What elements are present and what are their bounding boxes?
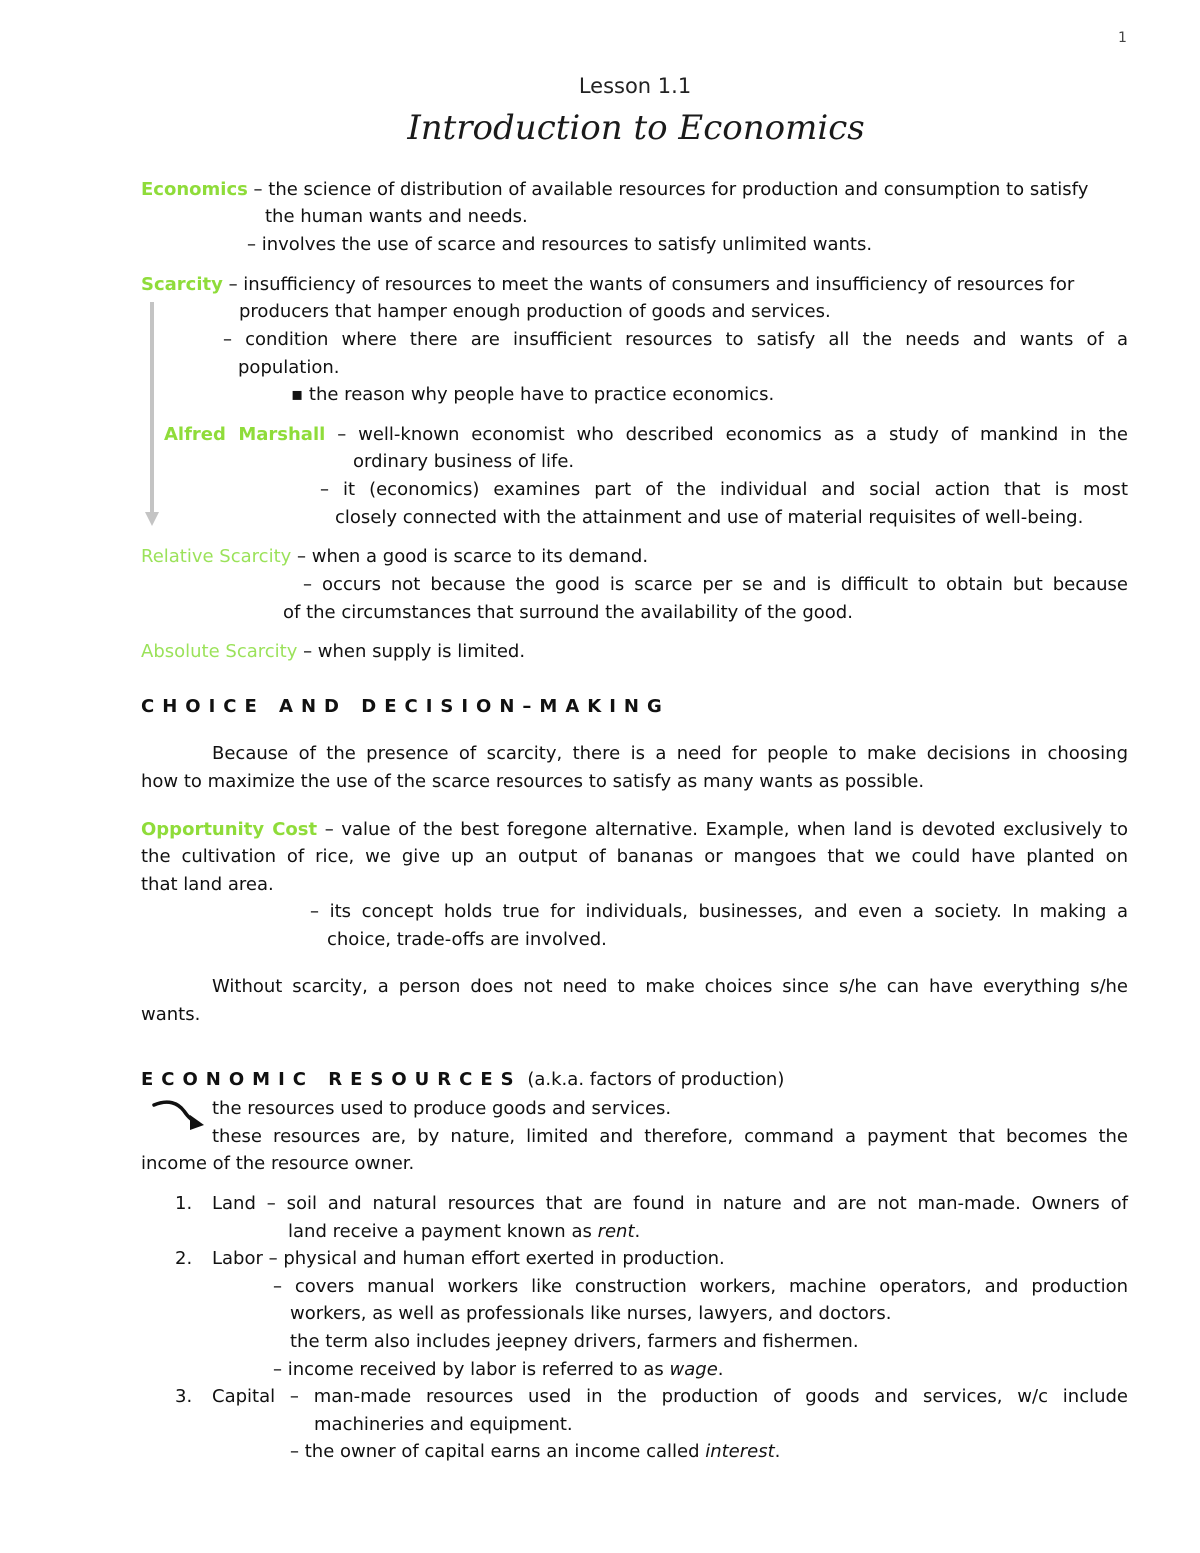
marshall-term: Alfred Marshall [164,424,326,445]
list-number-1: 1. [175,1193,193,1214]
relative-line-2: – occurs not because the good is scarce per se and is difficult to obtain but because [303,574,1128,595]
land-line-1: Land – soil and natural resources that are found in nature and are not man-made. Owners of [212,1193,1128,1214]
labor-wage-term: wage [669,1359,718,1380]
opportunity-line-2: the cultivation of rice, we give up an output of bananas or mangoes that we could have planted on [141,846,1128,867]
marshall-line-3: – it (economics) examines part of the individual and social action that is most [320,479,1128,500]
economics-line-1: – the science of distribution of available resources for production and consumption to satisfy [247,179,1089,200]
resources-line-1: the resources used to produce goods and services. [212,1098,672,1119]
without-scarcity-line-1: Without scarcity, a person does not need to make choices since s/he can have everything s/he [212,976,1128,997]
opportunity-line-3: that land area. [141,874,274,895]
land-rent-term: rent [597,1221,635,1242]
labor-line-5 [273,1358,724,1382]
marshall-line-1: – well-known economist who described economics as a study of mankind in the [325,424,1128,445]
absolute-scarcity-definition [141,640,525,664]
labor-line-5-text: – income received by labor is referred to as [273,1359,670,1380]
list-number-3: 3. [175,1386,193,1407]
relative-line-3: of the circumstances that surround the availability of the good. [283,602,853,623]
lesson-label: Lesson 1.1 [578,74,692,98]
marshall-definition [164,423,1128,447]
page-number: 1 [1118,30,1127,46]
scarcity-line-1: – insufficiency of resources to meet the wants of consumers and insufficiency of resources for [222,274,1075,295]
absolute-line-1: – when supply is limited. [297,641,526,662]
page-title: Introduction to Economics [407,108,865,148]
labor-line-1: Labor – physical and human effort exerted in production. [212,1248,725,1269]
down-arrow-icon [142,298,162,530]
labor-line-2: – covers manual workers like construction workers, machine operators, and production [273,1276,1128,1297]
absolute-scarcity-term: Absolute Scarcity [141,641,298,662]
resources-line-3: income of the resource owner. [141,1153,415,1174]
opportunity-cost-definition [141,818,1128,842]
capital-line-3 [290,1440,780,1464]
marshall-line-4: closely connected with the attainment and use of material requisites of well-being. [335,507,1084,528]
capital-line-2: machineries and equipment. [314,1414,573,1435]
labor-line-4: the term also includes jeepney drivers, farmers and fishermen. [290,1331,859,1352]
relative-scarcity-definition [141,545,648,569]
land-line-2 [288,1220,640,1244]
opportunity-line-1: – value of the best foregone alternative. Example, when land is devoted exclusively to [317,819,1128,840]
scarcity-term: Scarcity [141,274,223,295]
land-line-2-end: . [634,1221,641,1242]
economics-definition [141,178,1088,202]
labor-line-3: workers, as well as professionals like nurses, lawyers, and doctors. [290,1303,892,1324]
curved-arrow-icon [150,1097,208,1133]
scarcity-line-4: population. [238,357,340,378]
opportunity-cost-term: Opportunity Cost [141,819,318,840]
scarcity-definition [141,273,1074,297]
capital-interest-term: interest [705,1441,775,1462]
relative-line-1: – when a good is scarce to its demand. [291,546,649,567]
capital-line-1: Capital – man-made resources used in the production of goods and services, w/c include [212,1386,1128,1407]
without-scarcity-line-2: wants. [141,1004,201,1025]
scarcity-line-2: producers that hamper enough production of goods and services. [239,301,831,322]
capital-line-3-text: – the owner of capital earns an income called [290,1441,706,1462]
opportunity-line-4: – its concept holds true for individuals, businesses, and even a society. In making a [310,901,1128,922]
section-heading-choice: CHOICE AND DECISION–MAKING [141,696,670,717]
resources-line-2: these resources are, by nature, limited and therefore, command a payment that becomes the [212,1126,1128,1147]
resources-heading-text: ECONOMIC RESOURCES [141,1069,522,1090]
list-number-2: 2. [175,1248,193,1269]
choice-paragraph-line-2: how to maximize the use of the scarce resources to satisfy as many wants as possible. [141,771,925,792]
relative-scarcity-term: Relative Scarcity [141,546,292,567]
opportunity-line-5: choice, trade-offs are involved. [327,929,607,950]
economics-line-2: the human wants and needs. [265,206,528,227]
scarcity-line-3: – condition where there are insufficient resources to satisfy all the needs and wants of a [223,329,1128,350]
marshall-line-2: ordinary business of life. [353,451,575,472]
section-heading-resources [141,1069,784,1090]
scarcity-bullet: ▪ the reason why people have to practice economics. [291,384,775,405]
land-line-2-text: land receive a payment known as [288,1221,598,1242]
resources-aka: (a.k.a. factors of production) [521,1069,785,1090]
choice-paragraph-line-1: Because of the presence of scarcity, there is a need for people to make decisions in choosing [212,743,1128,764]
capital-line-3-end: . [774,1441,781,1462]
economics-line-3: – involves the use of scarce and resources to satisfy unlimited wants. [247,234,873,255]
labor-line-5-end: . [717,1359,724,1380]
economics-term: Economics [141,179,248,200]
